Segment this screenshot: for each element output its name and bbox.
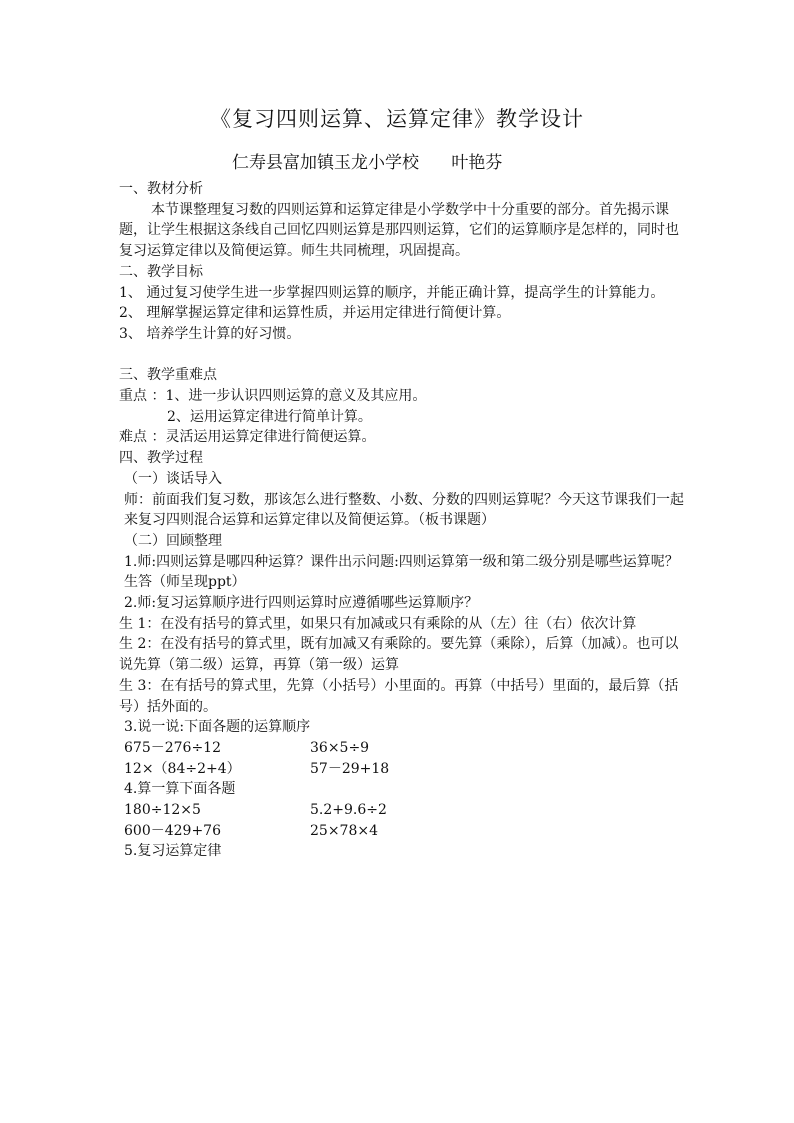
question-3: 3.说一说:下面各题的运算顺序: [124, 719, 311, 736]
author-line: 仁寿县富加镇玉龙小学校 叶艳芬: [232, 153, 503, 173]
document-title: 《复习四则运算、运算定律》教学设计: [210, 107, 584, 131]
student-answer-3: 生 3：在有括号的算式里，先算（小括号）小里面的。再算（中括号）里面的，最后算（括号）括外面的。: [119, 677, 679, 715]
goal-item-3: 3、 培养学生计算的好习惯。: [119, 325, 301, 342]
process-part-1: （一）谈话导入: [124, 470, 222, 487]
section-heading-key-points: 三、教学重难点: [119, 367, 217, 384]
process-part-2: （二）回顾整理: [124, 532, 222, 549]
difficulty-point: 难点 ：灵活运用运算定律进行简便运算。: [119, 429, 376, 446]
question-5: 5.复习运算定律: [124, 843, 222, 860]
expression: 57－29+18: [310, 760, 390, 777]
expression: 25×78×4: [310, 822, 378, 839]
goal-item-1: 1、 通过复习使学生进一步掌握四则运算的顺序，并能正确计算，提高学生的计算能力。: [119, 284, 665, 301]
answer-1: 生答（师呈现ppt）: [124, 574, 246, 591]
question-1: 1.师:四则运算是哪四种运算？课件出示问题:四则运算第一级和第二级分别是哪些运算呢？: [124, 553, 679, 570]
student-answer-2: 生 2：在没有括号的算式里，既有加减又有乘除的。要先算（乘除），后算（加减）。也可以说先算（第二级）运算，再算（第一级）运算: [119, 636, 679, 674]
section-heading-process: 四、教学过程: [119, 450, 203, 467]
section-heading-analysis: 一、教材分析: [119, 181, 203, 197]
spacer: [119, 345, 689, 366]
key-point-2: 2、运用运算定律进行简单计算。: [167, 408, 372, 425]
expression: 600－429+76: [124, 822, 221, 839]
expression-row: [119, 738, 689, 759]
key-point-1: 重点 ：1、进一步认识四则运算的意义及其应用。: [119, 388, 427, 405]
expression-row: [119, 821, 689, 842]
expression: 5.2+9.6÷2: [310, 802, 387, 819]
analysis-paragraph: 本节课整理复习数的四则运算和运算定律是小学数学中十分重要的部分。首先揭示课题，让学生根据这条线自己回忆四则运算是那四则运算，它们的运算顺序是怎样的，同时也复习运算定律以及简便运算。师生共同梳理，巩固提高。: [119, 201, 679, 260]
document-body: [119, 179, 689, 862]
expression: 12×（84÷2+4）: [124, 760, 241, 777]
section-heading-goals: 二、教学目标: [119, 263, 203, 280]
expression: 180÷12×5: [124, 802, 201, 819]
student-answer-1: 生 1：在没有括号的算式里，如果只有加减或只有乘除的从（左）往（右）依次计算: [119, 615, 637, 632]
expression-row: [119, 800, 689, 821]
expression: 675－276÷12: [124, 739, 221, 756]
expression-row: [119, 759, 689, 780]
goal-item-2: 2、 理解掌握运算定律和运算性质，并运用定律进行简便计算。: [119, 305, 511, 322]
question-2: 2.师:复习运算顺序进行四则运算时应遵循哪些运算顺序？: [124, 595, 479, 612]
question-4: 4.算一算下面各题: [124, 781, 236, 798]
teacher-intro: 师：前面我们复习数，那该怎么进行整数、小数、分数的四则运算呢？今天这节课我们一起来复习四则混合运算和运算定律以及简便运算。（板书课题）: [124, 491, 684, 529]
expression: 36×5÷9: [310, 739, 370, 756]
